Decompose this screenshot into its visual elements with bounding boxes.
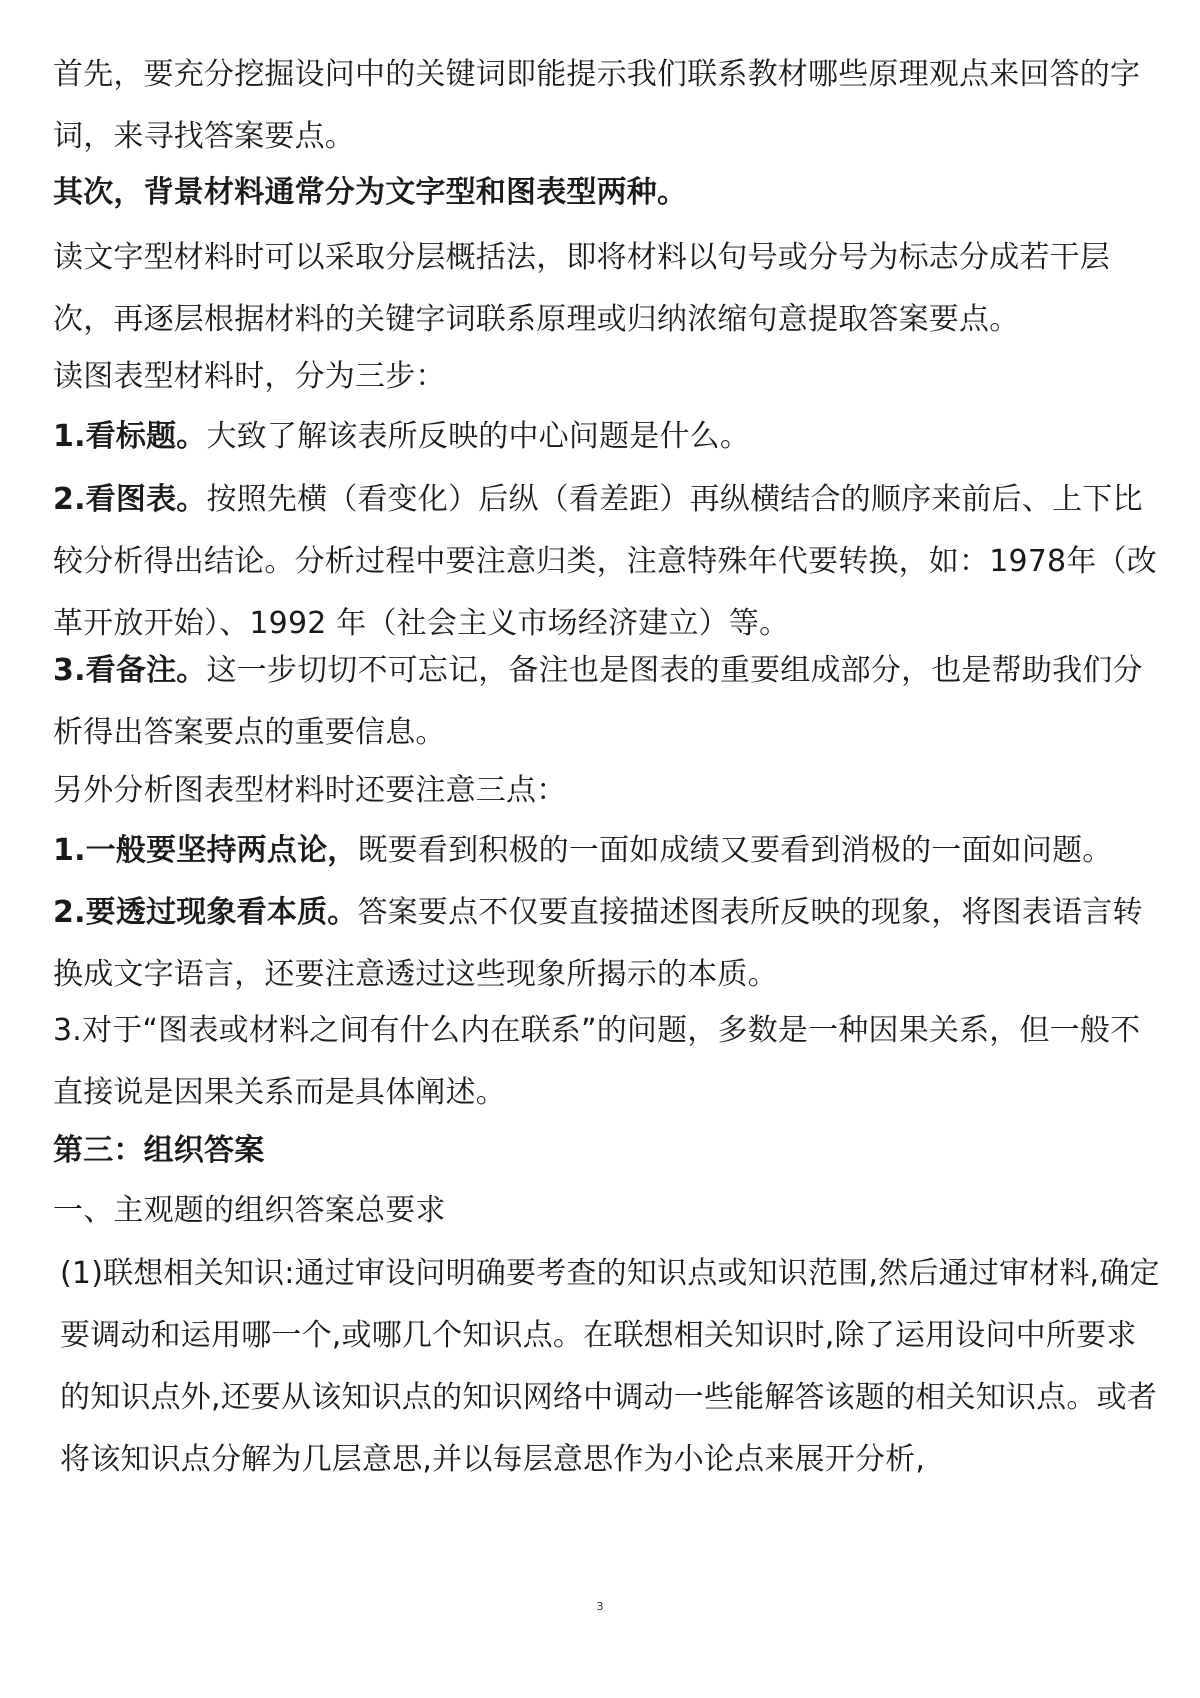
- point-1-text: 既要看到积极的一面如成绩又要看到消极的一面如问题。: [357, 833, 1113, 868]
- paragraph-point-2: [53, 882, 1163, 1006]
- step-2-title: 2.看图表。: [53, 482, 207, 517]
- point-2-text: 答案要点不仅要直接描述图表所反映的现象，将图表语言转换成文字语言，还要注意透过这些现象所揭示的本质。: [53, 895, 1143, 992]
- point-2-title: 2.要透过现象看本质。: [53, 895, 358, 930]
- paragraph-intro: 首先，要充分挖掘设问中的关键词即能提示我们联系教材哪些原理观点来回答的字词，来寻找答案要点。: [53, 57, 1141, 154]
- paragraph-step-1: [53, 406, 1163, 468]
- paragraph-text-material: 读文字型材料时可以采取分层概括法，即将材料以句号或分号为标志分成若干层次，再逐层根据材料的关键字词联系原理或归纳浓缩句意提取答案要点。: [53, 240, 1110, 337]
- paragraph-step-2: [53, 469, 1163, 655]
- step-2-text: 按照先横（看变化）后纵（看差距）再纵横结合的顺序来前后、上下比较分析得出结论。分析过程中要注意归类，注意特殊年代要转换，如：1978年（改革开放开始）、1992 年（社会主义市场经济建立）等。: [53, 482, 1157, 641]
- page-number: 3: [596, 1600, 604, 1613]
- point-1-title: 1.一般要坚持两点论，: [53, 833, 358, 868]
- paragraph-point-1: [53, 820, 1163, 882]
- step-3-text: 这一步切切不可忘记，备注也是图表的重要组成部分，也是帮助我们分析得出答案要点的重要信息。: [53, 653, 1143, 750]
- paragraph-heading-background: 其次，背景材料通常分为文字型和图表型两种。: [53, 175, 688, 210]
- step-1-text: 大致了解该表所反映的中心问题是什么。: [206, 419, 751, 454]
- paragraph-point-3: 3.对于“图表或材料之间有什么内在联系”的问题，多数是一种因果关系，但一般不直接说是因果关系而是具体阐述。: [53, 1013, 1141, 1110]
- step-3-title: 3.看备注。: [53, 653, 207, 688]
- paragraph-three-points: 另外分析图表型材料时还要注意三点：: [53, 773, 567, 808]
- paragraph-step-3: [53, 640, 1163, 764]
- paragraph-chart-steps: 读图表型材料时，分为三步：: [53, 359, 446, 394]
- step-1-title: 1.看标题。: [53, 419, 207, 454]
- section-heading-third: 第三：组织答案: [53, 1133, 265, 1168]
- paragraph-associate-knowledge: (1)联想相关知识:通过审设问明确要考查的知识点或知识范围,然后通过审材料,确定要调动和运用哪一个,或哪几个知识点。在联想相关知识时,除了运用设问中所要求的知识点外,还要从该知识点的知识网络中调动一些能解答该题的相关知识点。或者将该知识点分解为几层意思,并以每层意思作为小论点来展开分析,: [60, 1256, 1160, 1477]
- section-subheading: 一、主观题的组织答案总要求: [53, 1193, 446, 1228]
